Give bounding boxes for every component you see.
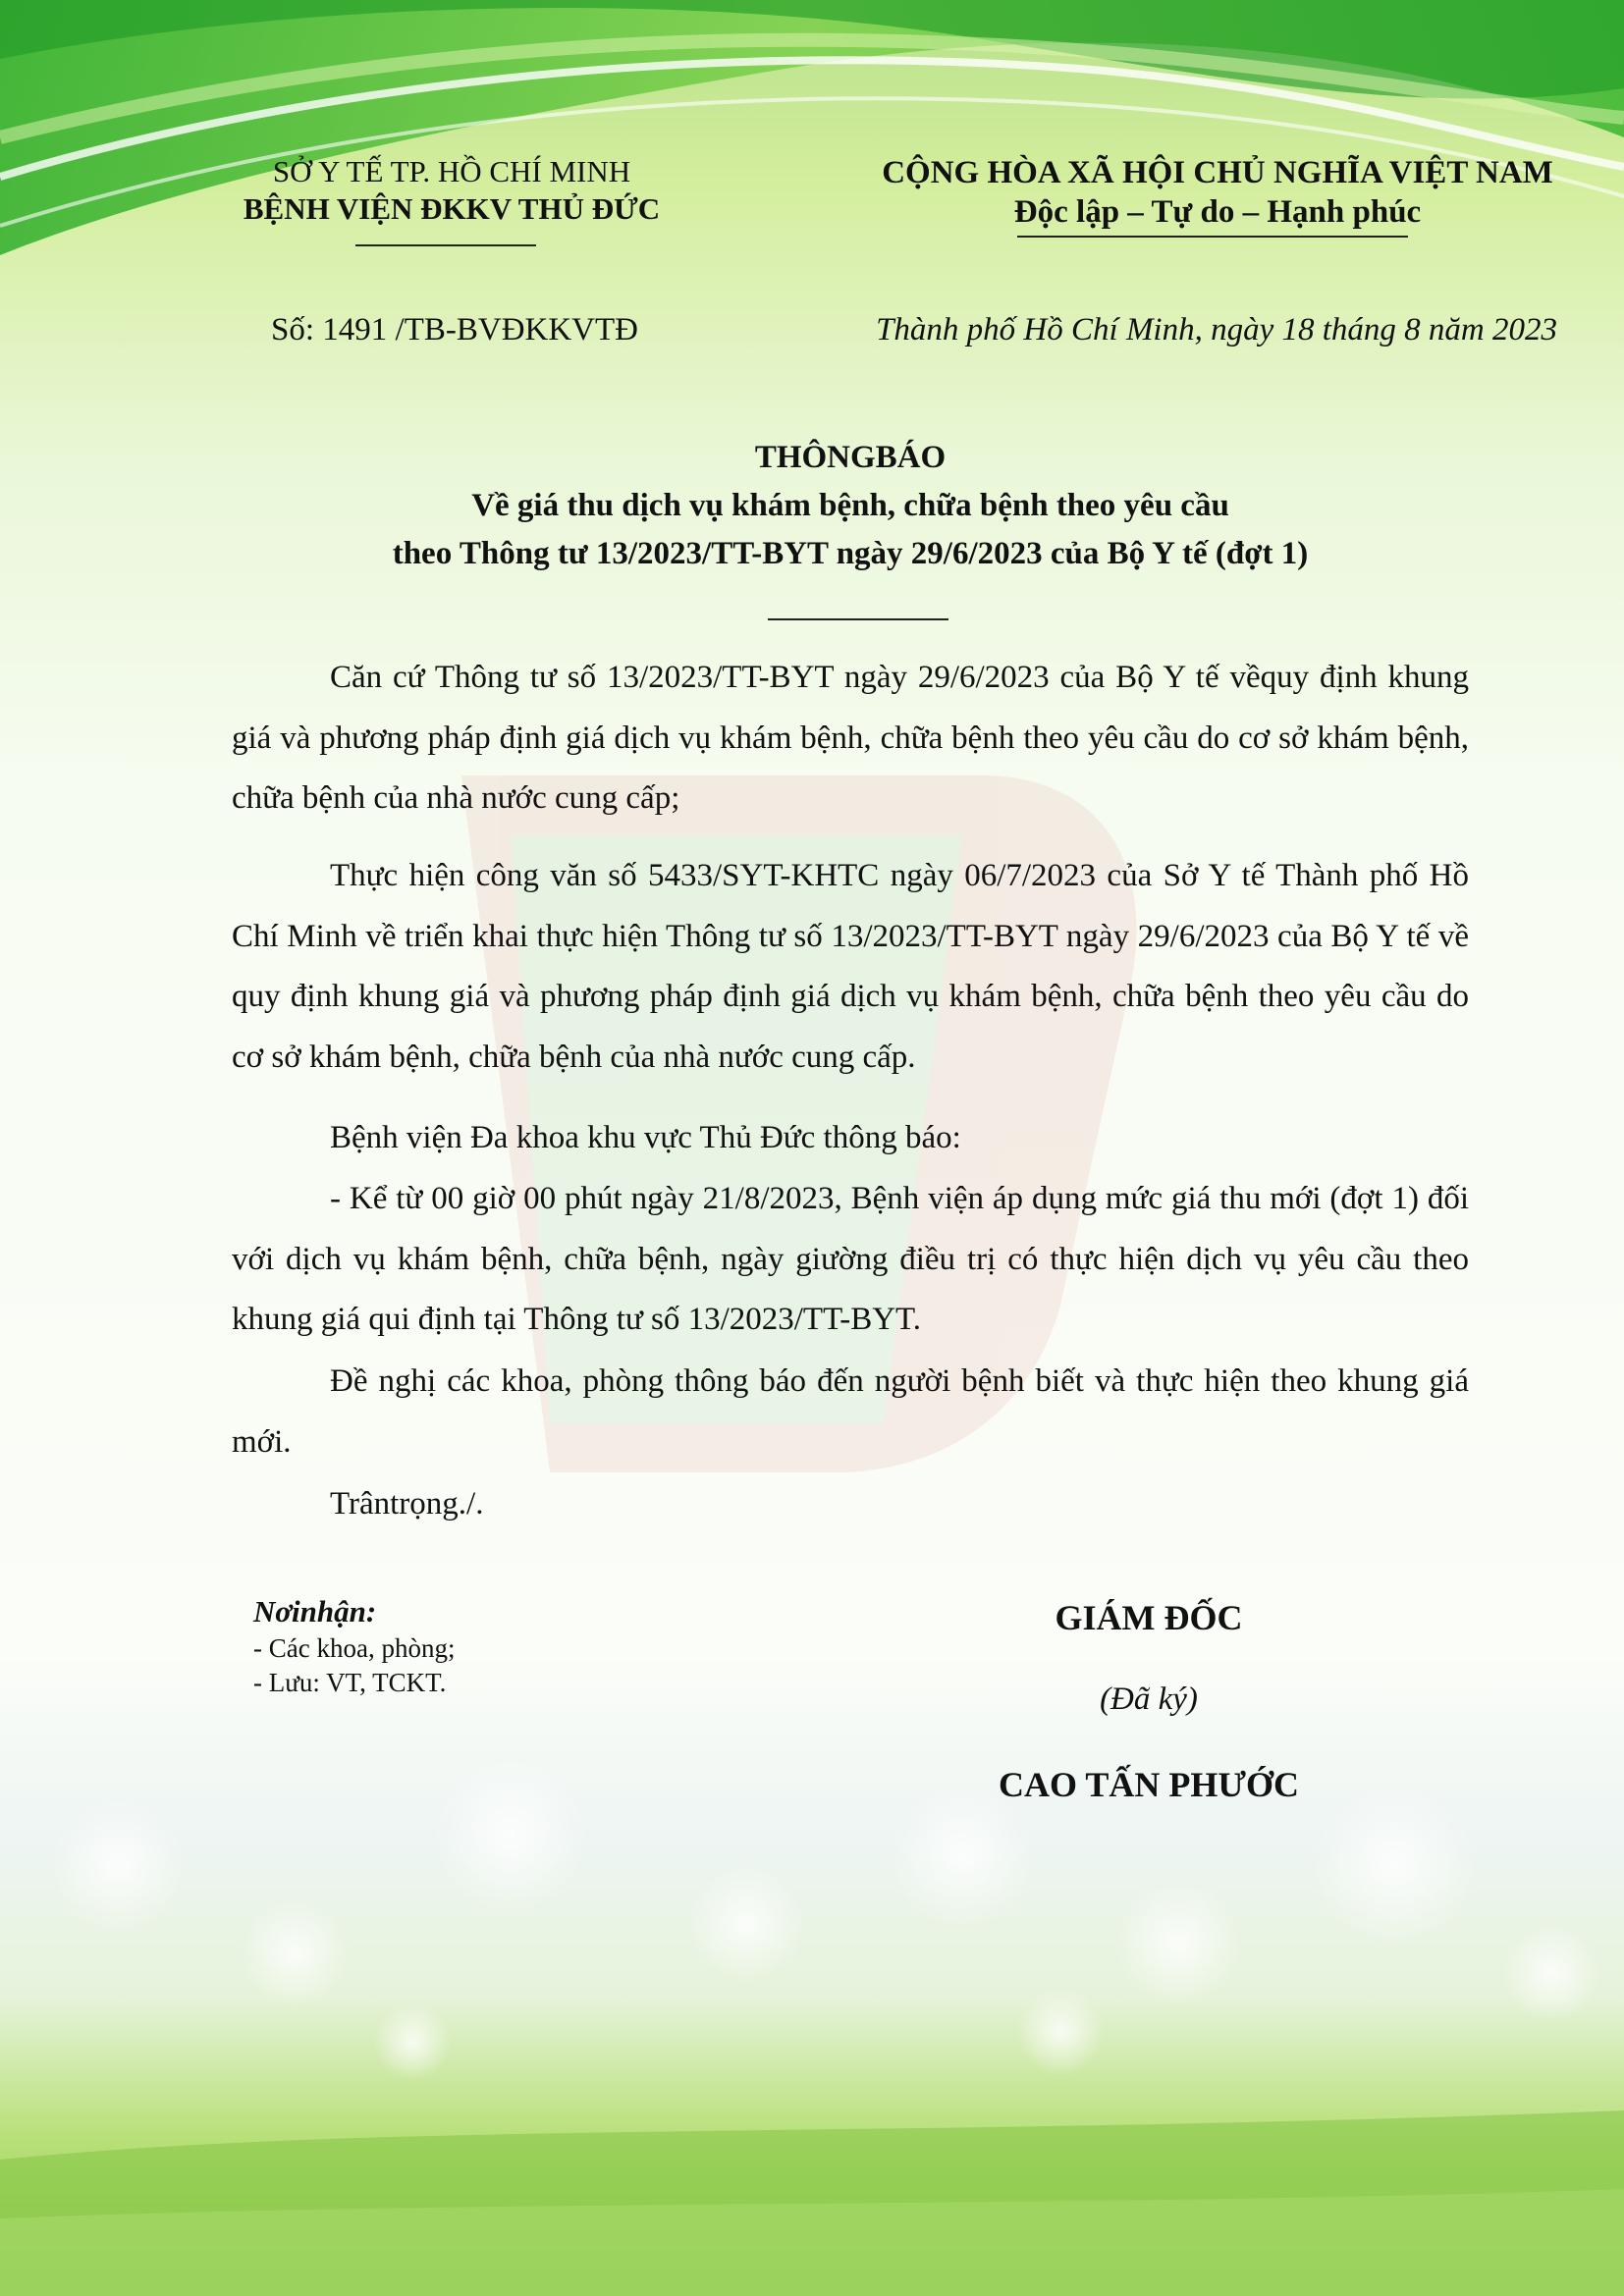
doc-subject-line2: theo Thông tư 13/2023/TT-BYT ngày 29/6/2023 của Bộ Y tế (đợt 1) — [392, 536, 1309, 571]
doc-title: THÔNGBÁO — [754, 440, 947, 475]
paragraph-legal-basis-1: Căn cứ Thông tư số 13/2023/TT-BYT ngày 29/6/2023 của Bộ Y tế vềquy định khung giá và phương pháp định giá dịch vụ khám bệnh, chữa bệnh theo yêu cầu do cơ sở khám bệnh, chữa bệnh của nhà nước cung cấp; — [232, 660, 1469, 816]
org-underline — [355, 244, 536, 246]
doc-number: Số: 1491 /TB-BVĐKKVTĐ — [271, 312, 639, 347]
nation-motto: Độc lập – Tự do – Hạnh phúc — [1013, 194, 1422, 230]
paragraph-legal-basis-2: Thực hiện công văn số 5433/SYT-KHTC ngày 06/7/2023 của Sở Y tế Thành phố Hồ Chí Minh về triển khai thực hiện Thông tư số 13/2023/TT-BYT ngày 29/6/2023 của Bộ Y tế về quy định khung giá và phương pháp định giá dịch vụ khám bệnh, chữa bệnh theo yêu cầu do cơ sở khám bệnh, chữa bệnh của nhà nước cung cấp. — [232, 858, 1469, 1075]
signer-position: GIÁM ĐỐC — [1055, 1598, 1243, 1637]
motto-underline — [1017, 236, 1408, 238]
closing-regards: Trântrọng./. — [330, 1486, 484, 1522]
recipient-item: - Các khoa, phòng; — [253, 1633, 456, 1663]
paragraph-announce-intro: Bệnh viện Đa khoa khu vực Thủ Đức thông báo: — [330, 1120, 961, 1155]
org-parent-name: SỞ Y TẾ TP. HỒ CHÍ MINH — [272, 154, 631, 188]
recipients-label: Nơinhận: — [253, 1594, 377, 1629]
org-name: BỆNH VIỆN ĐKKV THỦ ĐỨC — [243, 191, 661, 226]
recipient-item: - Lưu: VT, TCKT. — [253, 1668, 447, 1697]
signed-status: (Đã ký) — [1100, 1682, 1198, 1717]
nation-name: CỘNG HÒA XÃ HỘI CHỦ NGHĨA VIỆT NAM — [882, 155, 1553, 190]
signer-name: CAO TẤN PHƯỚC — [999, 1765, 1299, 1804]
place-date: Thành phố Hồ Chí Minh, ngày 18 tháng 8 năm 2023 — [876, 312, 1557, 347]
paragraph-request: Đề nghị các khoa, phòng thông báo đến người bệnh biết và thực hiện theo khung giá mới. — [232, 1363, 1469, 1460]
paragraph-announcement: - Kể từ 00 giờ 00 phút ngày 21/8/2023, Bệnh viện áp dụng mức giá thu mới (đợt 1) đối với dịch vụ khám bệnh, chữa bệnh, ngày giường điều trị có thực hiện dịch vụ yêu cầu theo khung giá qui định tại Thông tư số 13/2023/TT-BYT. — [232, 1181, 1469, 1337]
title-underline — [768, 618, 948, 620]
doc-subject-line1: Về giá thu dịch vụ khám bệnh, chữa bệnh theo yêu cầu — [471, 488, 1229, 523]
